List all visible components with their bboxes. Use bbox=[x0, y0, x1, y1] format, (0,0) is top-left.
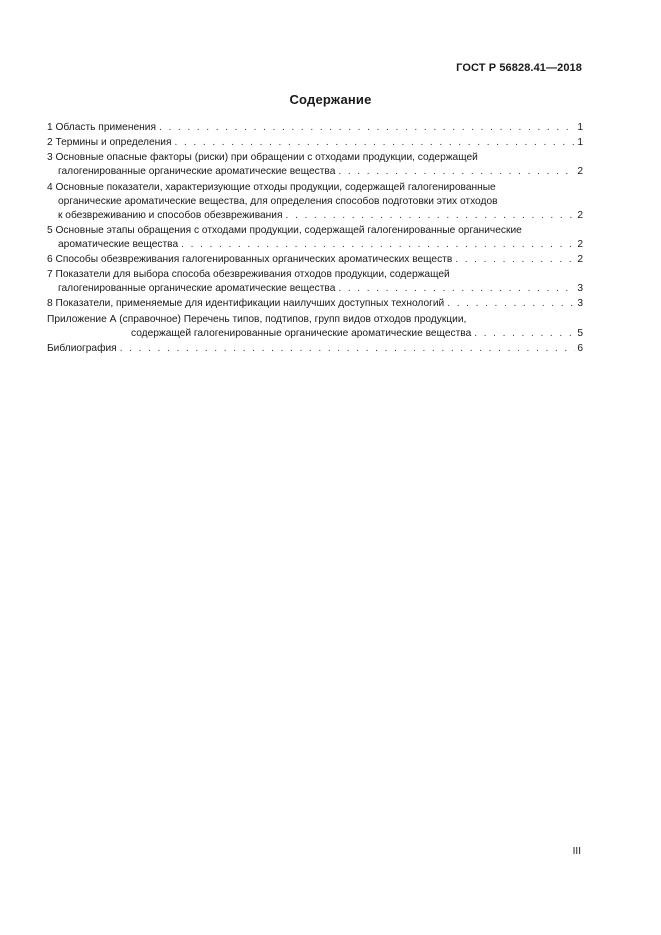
dot-leader bbox=[338, 282, 575, 296]
document-code: ГОСТ Р 56828.41—2018 bbox=[456, 62, 582, 74]
dot-leader bbox=[120, 342, 576, 356]
toc-entry-4[interactable] bbox=[47, 181, 583, 223]
toc-entry-text-continued: галогенированные органические ароматические вещества bbox=[58, 166, 336, 178]
toc-entry-appendix-a[interactable] bbox=[47, 313, 583, 341]
toc-entry-text: Приложение А (справочное) Перечень типов, подтипов, групп видов отходов продукции, bbox=[47, 313, 467, 325]
toc-entry-text-continued: галогенированные органические ароматические вещества bbox=[58, 283, 336, 295]
toc-entry-text: 4 Основные показатели, характеризующие отходы продукции, содержащей галогенированные bbox=[47, 181, 496, 193]
toc-entry-text-continued: органические ароматические вещества, для определения способов подготовки этих отходов bbox=[58, 195, 498, 207]
dot-leader bbox=[159, 121, 575, 135]
toc-title: Содержание bbox=[289, 92, 372, 107]
page-number-roman: III bbox=[572, 846, 581, 857]
dot-leader bbox=[474, 327, 575, 341]
toc-page-number: 2 bbox=[577, 166, 583, 178]
toc-page-number: 1 bbox=[577, 137, 583, 149]
toc-page-number: 2 bbox=[577, 253, 583, 265]
toc-entry-2[interactable] bbox=[47, 136, 583, 150]
toc-entry-text: Библиография bbox=[47, 342, 117, 354]
toc-entry-text: 7 Показатели для выбора способа обезвреживания отходов продукции, содержащей bbox=[47, 269, 450, 281]
toc-page-number: 3 bbox=[577, 298, 583, 310]
dot-leader bbox=[455, 253, 575, 267]
toc-entry-text-continued: ароматические вещества bbox=[58, 238, 179, 250]
dot-leader bbox=[447, 297, 575, 311]
toc-entry-text: 3 Основные опасные факторы (риски) при обращении с отходами продукции, содержащей bbox=[47, 152, 478, 164]
dot-leader bbox=[286, 209, 576, 223]
table-of-contents bbox=[47, 121, 583, 357]
dot-leader bbox=[181, 238, 575, 252]
toc-page-number: 1 bbox=[577, 122, 583, 133]
toc-page-number: 2 bbox=[577, 238, 583, 250]
dot-leader bbox=[174, 136, 575, 150]
toc-entry-bibliography[interactable] bbox=[47, 342, 583, 356]
toc-page-number: 3 bbox=[577, 283, 583, 295]
toc-entry-text: 5 Основные этапы обращения с отходами продукции, содержащей галогенированные органические bbox=[47, 224, 522, 236]
toc-page-number: 6 bbox=[577, 342, 583, 354]
toc-entry-3[interactable] bbox=[47, 151, 583, 179]
toc-entry-text: 6 Способы обезвреживания галогенированных органических ароматических веществ bbox=[47, 253, 453, 265]
toc-entry-text: 2 Термины и определения bbox=[47, 137, 172, 149]
toc-entry-5[interactable] bbox=[47, 224, 583, 252]
toc-entry-text-continued: содержащей галогенированные органические ароматические вещества bbox=[131, 327, 472, 339]
dot-leader bbox=[338, 165, 575, 179]
toc-entry-7[interactable] bbox=[47, 268, 583, 296]
toc-entry-8[interactable] bbox=[47, 297, 583, 311]
toc-page-number: 2 bbox=[577, 209, 583, 221]
toc-entry-1[interactable] bbox=[47, 121, 583, 135]
toc-page-number: 5 bbox=[577, 327, 583, 339]
toc-entry-text: 8 Показатели, применяемые для идентификации наилучших доступных технологий bbox=[47, 298, 445, 310]
toc-entry-text-continued: к обезвреживанию и способов обезвреживания bbox=[58, 209, 283, 221]
toc-entry-text: 1 Область применения bbox=[47, 122, 156, 133]
toc-entry-6[interactable] bbox=[47, 253, 583, 267]
